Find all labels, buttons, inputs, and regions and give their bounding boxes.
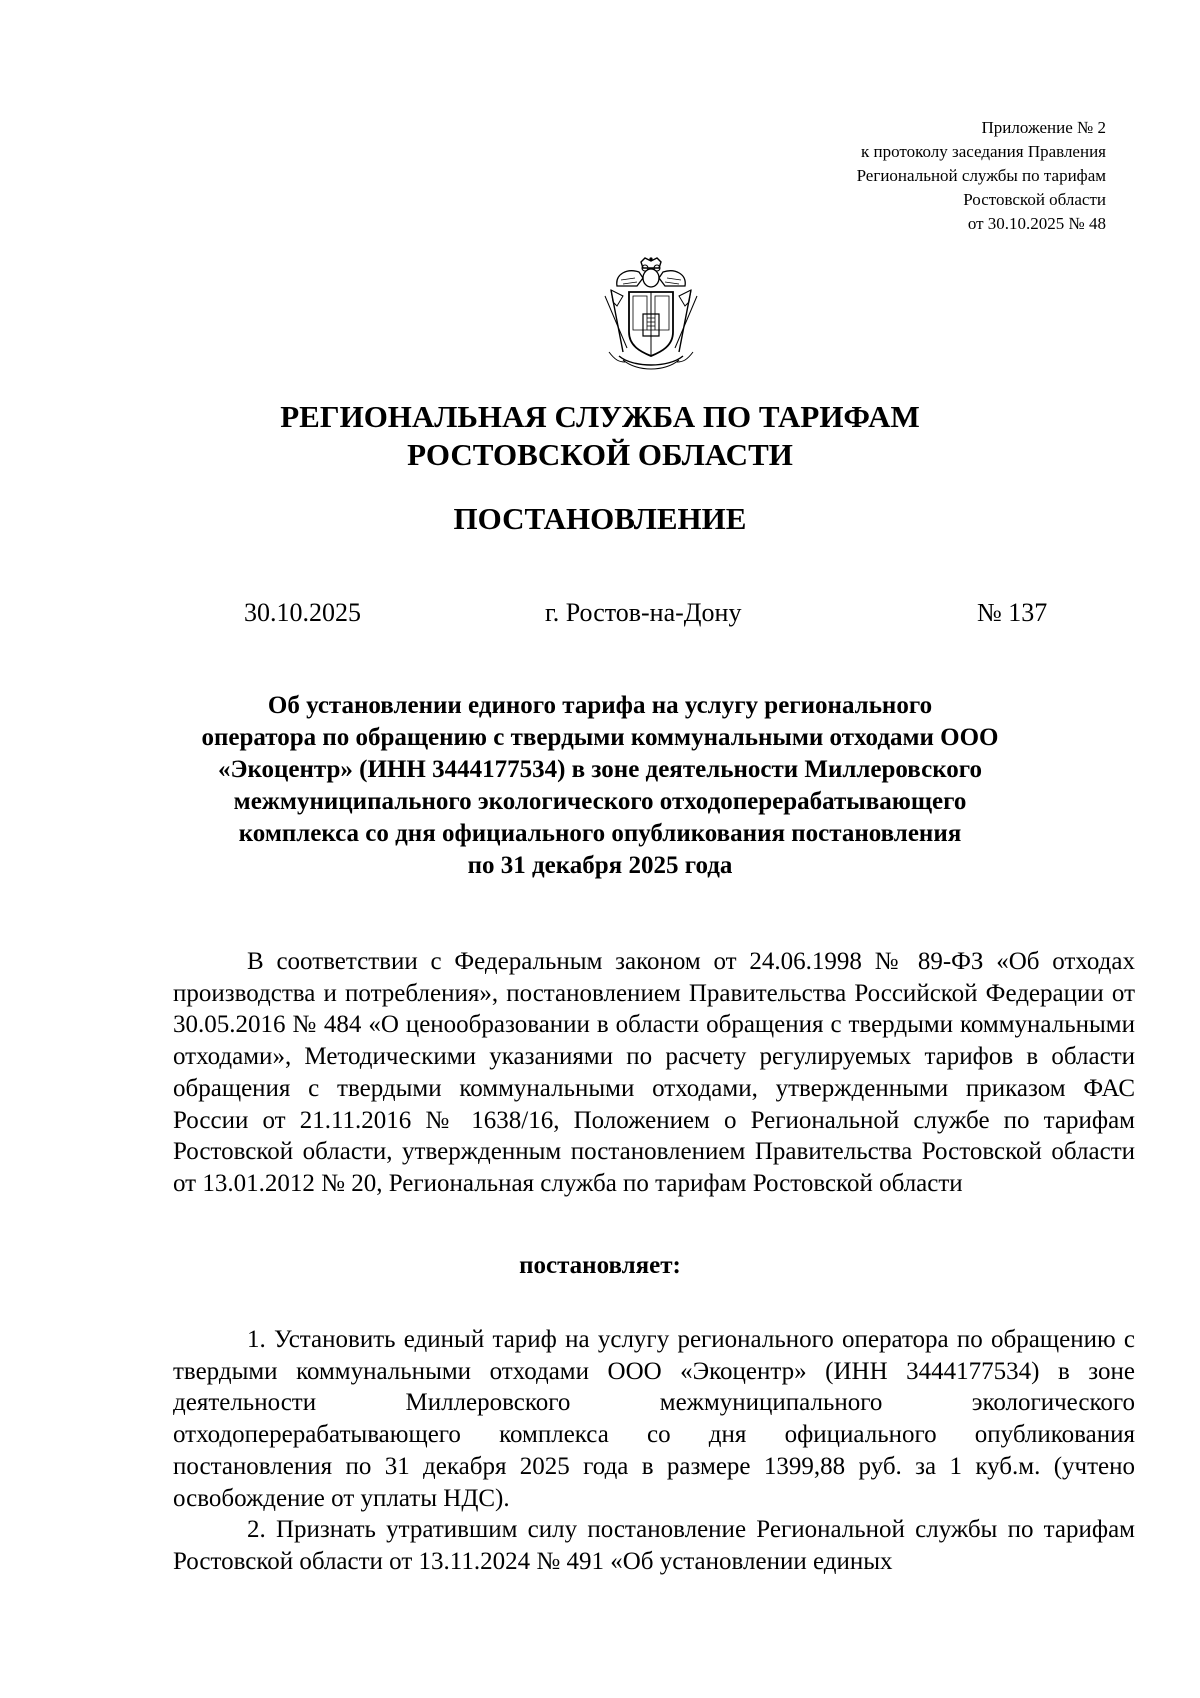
document-subject bbox=[0, 690, 1200, 882]
preamble-paragraph: В соответствии с Федеральным законом от 24.06.1998 № 89-ФЗ «Об отходах производства и потребления», постановлением Правительства Российской Федерации от 30.05.2016 № 484 «О ценообразовании в области обращения с твердыми коммунальными отходами», Методическими указаниями по расчету регулируемых тарифов в области обращения с твердыми коммунальными отходами, утвержденными приказом ФАС России от 21.11.2016 № 1638/16, Положением о Региональной службе по тарифам Ростовской области, утвержденным постановлением Правительства Ростовской области от 13.01.2012 № 20, Региональная служба по тарифам Ростовской области bbox=[173, 948, 1135, 1197]
organization-title-line: РЕГИОНАЛЬНАЯ СЛУЖБА ПО ТАРИФАМ bbox=[280, 399, 920, 434]
organization-title-line: РОСТОВСКОЙ ОБЛАСТИ bbox=[407, 437, 793, 472]
appendix-line: Региональной службы по тарифам bbox=[856, 166, 1106, 185]
resolution-item: 1. Установить единый тариф на услугу регионального оператора по обращению с твердыми коммунальными отходами ООО «Экоцентр» (ИНН 3444177534) в зоне деятельности Миллеровского межмуниципального экологического отходоперерабатывающего комплекса со дня официального опубликования постановления по 31 декабря 2025 года в размере 1399,88 руб. за 1 куб.м. (учтено освобождение от уплаты НДС). bbox=[173, 1326, 1135, 1512]
document-city: г. Ростов-на-Дону bbox=[545, 598, 742, 627]
subject-line: комплекса со дня официального опубликования постановления bbox=[238, 820, 962, 847]
document-number: № 137 bbox=[977, 598, 1048, 627]
preamble-section bbox=[173, 946, 1135, 1200]
resolution-item: 2. Признать утратившим силу постановление Региональной службы по тарифам Ростовской области от 13.11.2024 № 491 «Об установлении единых bbox=[173, 1516, 1135, 1575]
appendix-line: от 30.10.2025 № 48 bbox=[967, 214, 1106, 233]
resolves-heading: постановляет: bbox=[519, 1252, 681, 1279]
subject-line: оператора по обращению с твердыми коммунальными отходами ООО bbox=[201, 724, 999, 751]
document-type: ПОСТАНОВЛЕНИЕ bbox=[453, 501, 747, 536]
subject-line: Об установлении единого тарифа на услугу регионального bbox=[267, 692, 933, 719]
resolution-items bbox=[173, 1324, 1135, 1578]
organization-title bbox=[0, 398, 1200, 474]
appendix-note bbox=[857, 116, 1106, 236]
appendix-line: к протоколу заседания Правления bbox=[861, 142, 1106, 161]
appendix-line: Приложение № 2 bbox=[981, 118, 1106, 137]
appendix-line: Ростовской области bbox=[963, 190, 1106, 209]
subject-line: межмуниципального экологического отходоперерабатывающего bbox=[233, 788, 967, 815]
subject-line: по 31 декабря 2025 года bbox=[467, 852, 733, 879]
document-date: 30.10.2025 bbox=[244, 598, 361, 627]
subject-line: «Экоцентр» (ИНН 3444177534) в зоне деятельности Миллеровского bbox=[217, 756, 983, 783]
coat-of-arms-icon bbox=[597, 256, 705, 374]
